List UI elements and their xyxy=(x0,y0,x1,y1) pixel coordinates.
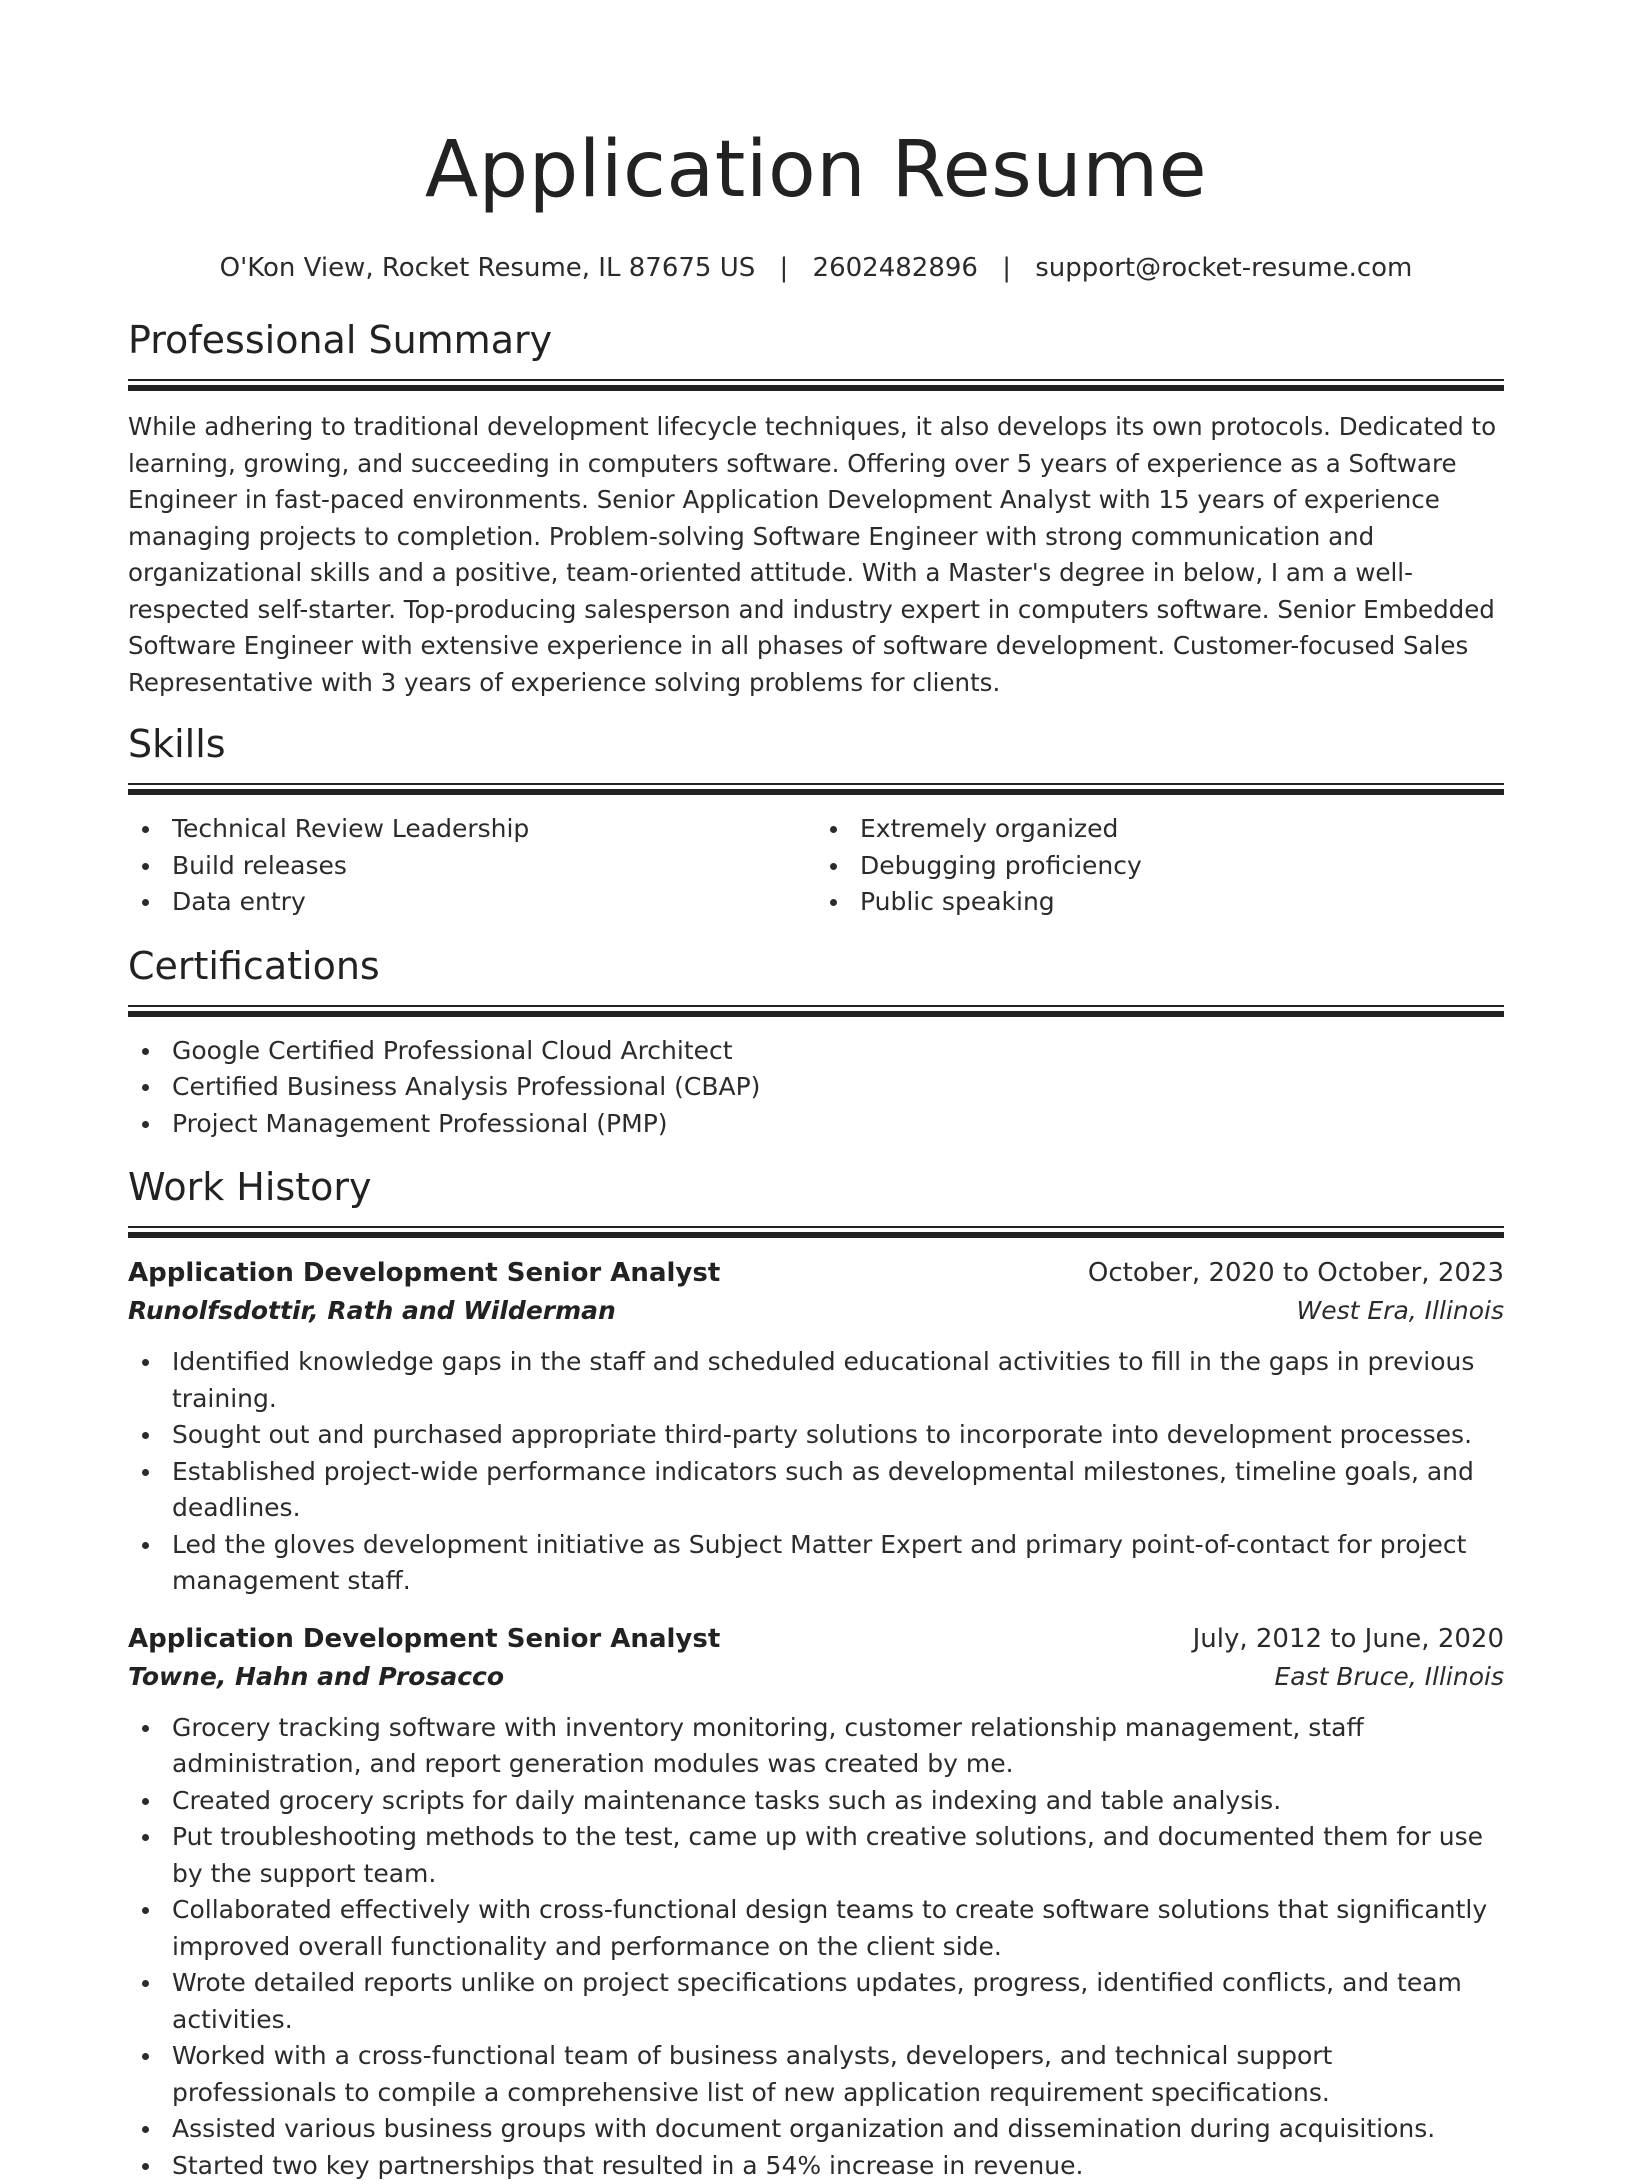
section-divider xyxy=(128,379,1504,391)
resume-title: Application Resume xyxy=(128,118,1504,222)
certifications-list xyxy=(128,1033,1504,1143)
certifications-heading: Certifications xyxy=(128,941,1504,991)
job-bullet: Led the gloves development initiative as Subject Matter Expert and primary point-of-contact for project management staff. xyxy=(172,1527,1504,1600)
job-bullet: Wrote detailed reports unlike on project specifications updates, progress, identified conflicts, and team activities. xyxy=(172,1965,1504,2038)
skill-item: Debugging proficiency xyxy=(860,848,1504,885)
job-company: Runolfsdottir, Rath and Wilderman xyxy=(128,1292,616,1330)
work-history-section xyxy=(128,1162,1504,2184)
contact-address: O'Kon View, Rocket Resume, IL 87675 US xyxy=(220,253,756,283)
skill-item: Build releases xyxy=(172,848,816,885)
job-bullet: Established project-wide performance indicators such as developmental milestones, timeline goals, and deadlines. xyxy=(172,1454,1504,1527)
job-bullet: Collaborated effectively with cross-functional design teams to create software solutions that significantly improved overall functionality and performance on the client side. xyxy=(172,1892,1504,1965)
resume-page xyxy=(128,0,1504,2184)
skills-heading: Skills xyxy=(128,719,1504,769)
job-dates: October, 2020 to October, 2023 xyxy=(1088,1254,1504,1292)
job-title: Application Development Senior Analyst xyxy=(128,1620,720,1658)
section-divider xyxy=(128,1226,1504,1238)
contact-separator: | xyxy=(986,253,1027,283)
skills-list-right xyxy=(816,811,1504,921)
job-subheader xyxy=(128,1292,1504,1330)
skills-section xyxy=(128,719,1504,921)
job-bullet: Identified knowledge gaps in the staff and scheduled educational activities to fill in the gaps in previous training. xyxy=(172,1344,1504,1417)
job-location: West Era, Illinois xyxy=(1297,1292,1504,1330)
job-title: Application Development Senior Analyst xyxy=(128,1254,720,1292)
job-bullet: Sought out and purchased appropriate third-party solutions to incorporate into development processes. xyxy=(172,1417,1504,1454)
section-divider xyxy=(128,1005,1504,1017)
job-bullet: Started two key partnerships that resulted in a 54% increase in revenue. xyxy=(172,2148,1504,2184)
skill-item: Data entry xyxy=(172,884,816,921)
job-bullets xyxy=(128,1344,1504,1600)
certification-item: Project Management Professional (PMP) xyxy=(172,1106,1504,1143)
job-header xyxy=(128,1254,1504,1292)
certifications-section xyxy=(128,941,1504,1143)
job-bullets xyxy=(128,1710,1504,2184)
job-bullet: Assisted various business groups with document organization and dissemination during acquisitions. xyxy=(172,2111,1504,2148)
contact-line xyxy=(128,250,1504,286)
job-company: Towne, Hahn and Prosacco xyxy=(128,1658,504,1696)
job-header xyxy=(128,1620,1504,1658)
job-bullet: Created grocery scripts for daily maintenance tasks such as indexing and table analysis. xyxy=(172,1783,1504,1820)
job-bullet: Worked with a cross-functional team of business analysts, developers, and technical support professionals to compile a comprehensive list of new application requirement specifications. xyxy=(172,2038,1504,2111)
job-location: East Bruce, Illinois xyxy=(1274,1658,1504,1696)
section-divider xyxy=(128,783,1504,795)
job-bullet: Grocery tracking software with inventory monitoring, customer relationship management, staff administration, and report generation modules was created by me. xyxy=(172,1710,1504,1783)
skill-item: Extremely organized xyxy=(860,811,1504,848)
summary-section xyxy=(128,315,1504,701)
job-subheader xyxy=(128,1658,1504,1696)
skills-list-left xyxy=(128,811,816,921)
work-history-heading: Work History xyxy=(128,1162,1504,1212)
certification-item: Certified Business Analysis Professional (CBAP) xyxy=(172,1069,1504,1106)
job-dates: July, 2012 to June, 2020 xyxy=(1193,1620,1504,1658)
certification-item: Google Certified Professional Cloud Architect xyxy=(172,1033,1504,1070)
job-entry xyxy=(128,1620,1504,2184)
contact-email: support@rocket-resume.com xyxy=(1035,253,1412,283)
contact-separator: | xyxy=(764,253,805,283)
skill-item: Technical Review Leadership xyxy=(172,811,816,848)
summary-text: While adhering to traditional development lifecycle techniques, it also develops its own protocols. Dedicated to learning, growing, and succeeding in computers software. Offering over 5 years of experience as a Software Engineer in fast-paced environments. Senior Application Development Analyst with 15 years of experience managing projects to completion. Problem-solving Software Engineer with strong communication and organizational skills and a positive, team-oriented attitude. With a Master's degree in below, I am a well-respected self-starter. Top-producing salesperson and industry expert in computers software. Senior Embedded Software Engineer with extensive experience in all phases of software development. Customer-focused Sales Representative with 3 years of experience solving problems for clients. xyxy=(128,409,1504,701)
summary-heading: Professional Summary xyxy=(128,315,1504,365)
contact-phone: 2602482896 xyxy=(813,253,978,283)
skill-item: Public speaking xyxy=(860,884,1504,921)
job-bullet: Put troubleshooting methods to the test, came up with creative solutions, and documented them for use by the support team. xyxy=(172,1819,1504,1892)
skills-columns xyxy=(128,811,1504,921)
job-entry xyxy=(128,1254,1504,1600)
